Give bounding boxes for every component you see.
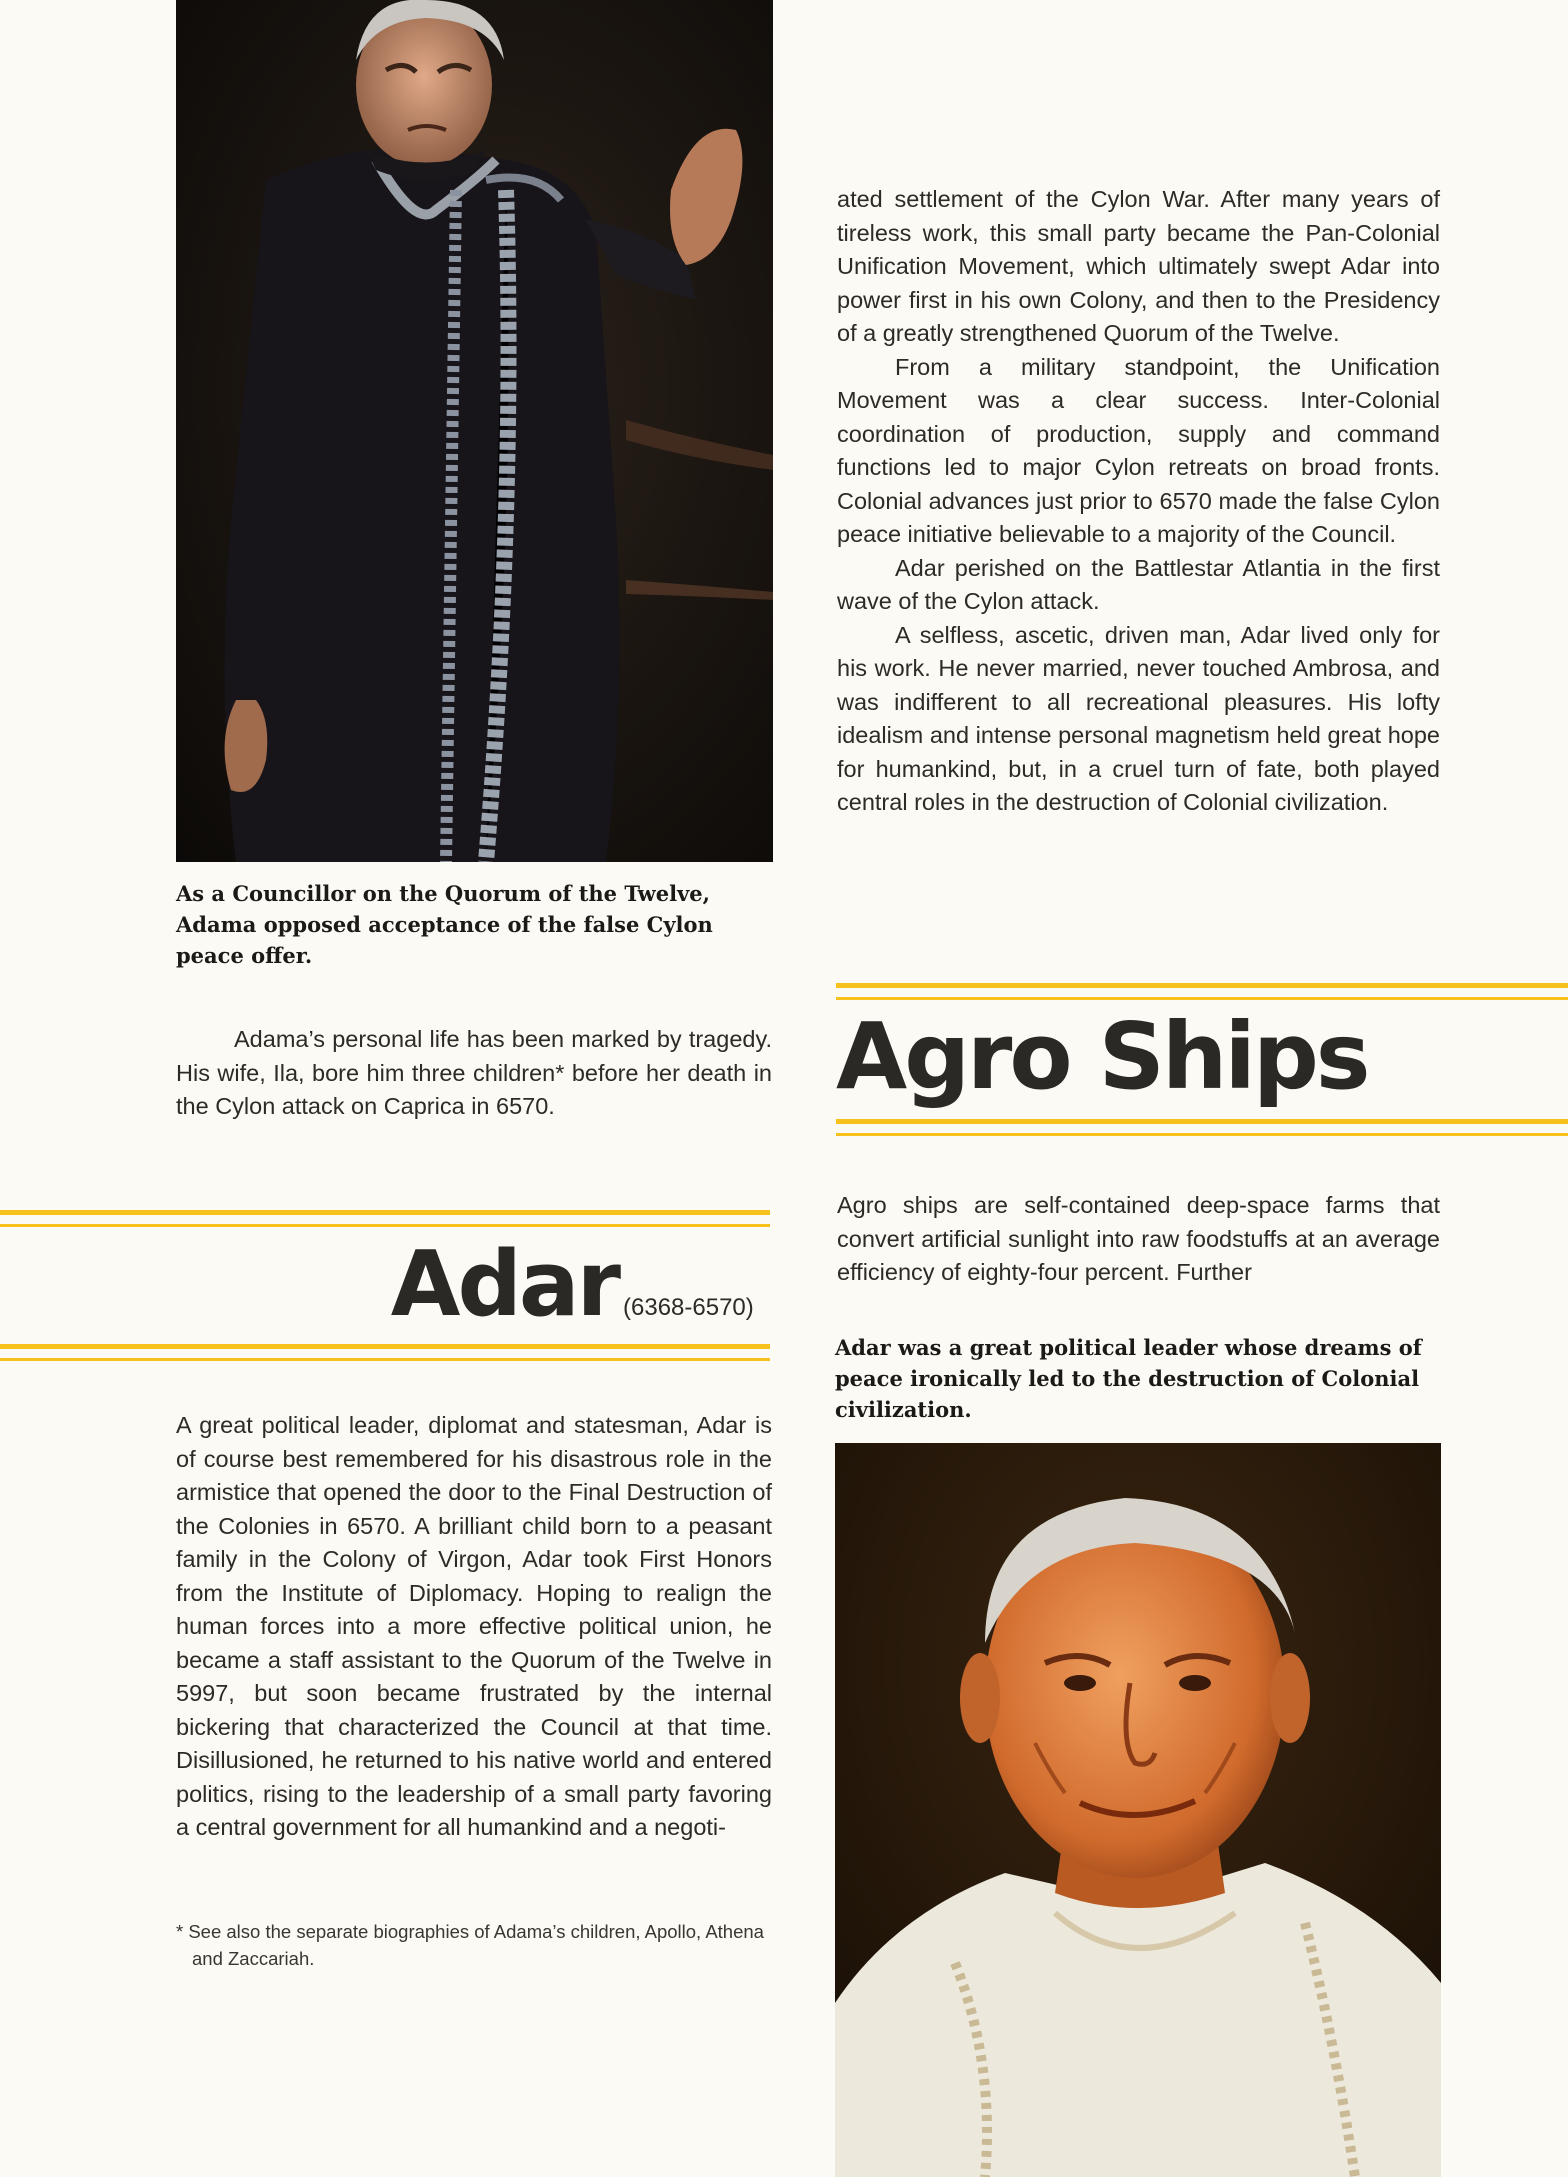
adar-heading-stripe-top-1 <box>0 1210 770 1215</box>
adar-continued-paragraph-4: A selfless, ascetic, driven man, Adar lived only for his work. He never married, never touched Ambrosa, and was indifferent to all recreational pleasures. His lofty idealism and intense personal magnetism held great hope for humankind, but, in a cruel turn of fate, both played central roles in the destruction of Colonial civilization. <box>837 621 1440 815</box>
adar-continued-paragraph-1: ated settlement of the Cylon War. After many years of tireless work, this small party became the Pan-Colonial Unification Movement, which ultimately swept Adar into power first in his own Colony, and then to the Presidency of a greatly strengthened Quorum of the Twelve. <box>837 186 1440 346</box>
adama-photo <box>176 0 773 862</box>
adar-continued-paragraph-3: Adar perished on the Battlestar Atlantia in the first wave of the Cylon attack. <box>837 554 1440 614</box>
adar-heading-stripe-bottom-2 <box>0 1358 770 1361</box>
agro-heading-stripe-top-2 <box>836 997 1568 1000</box>
adar-body-continued <box>837 183 1440 820</box>
adar-continued-paragraph-2: From a military standpoint, the Unification Movement was a clear success. Inter-Colonial coordination of production, supply and command functions led to major Cylon retreats on broad fronts. Colonial advances just prior to 6570 made the false Cylon peace initiative believable to a majority of the Council. <box>837 353 1440 547</box>
adama-personal-life-paragraph: Adama’s personal life has been marked by tragedy. His wife, Ila, bore him three children* before her death in the Cylon attack on Caprica in 6570. <box>176 1026 772 1119</box>
agro-heading-stripe-bottom-1 <box>836 1119 1568 1124</box>
adar-photo <box>835 1443 1441 2177</box>
agro-ships-body <box>837 1189 1440 1290</box>
adar-heading-stripe-bottom-1 <box>0 1344 770 1349</box>
agro-heading-stripe-bottom-2 <box>836 1133 1568 1136</box>
adama-photo-caption: As a Councillor on the Quorum of the Twelve, Adama opposed acceptance of the false Cylon peace offer. <box>176 881 713 968</box>
adar-heading: Adar <box>390 1232 618 1337</box>
agro-ships-heading: Agro Ships <box>836 1003 1368 1110</box>
adar-body-paragraph: A great political leader, diplomat and statesman, Adar is of course best remembered for his disastrous role in the armistice that opened the door to the Final Destruction of the Colonies in 6570. A brilliant child born to a peasant family in the Colony of Virgon, Adar took First Honors from the Institute of Diplomacy. Hoping to realign the human forces into a more effective political union, he became a staff assistant to the Quorum of the Twelve in 5997, but soon became frustrated by the internal bickering that characterized the Council at that time. Disillusioned, he returned to his native world and entered politics, rising to the leadership of a small party favoring a central government for all humankind and a negoti- <box>176 1412 772 1840</box>
adar-dates: (6368-6570) <box>623 1294 754 1321</box>
adar-heading-stripe-top-2 <box>0 1224 770 1227</box>
adar-photo-caption: Adar was a great political leader whose dreams of peace ironically led to the destruction of Colonial civilization. <box>835 1335 1422 1422</box>
agro-ships-paragraph: Agro ships are self-contained deep-space farms that convert artificial sunlight into raw foodstuffs at an average efficiency of eighty-four percent. Further <box>837 1192 1440 1285</box>
adar-photo-image <box>835 1443 1441 2177</box>
agro-heading-stripe-top-1 <box>836 983 1568 988</box>
adama-photo-image <box>176 0 773 862</box>
adar-body <box>176 1409 772 1845</box>
footnote: * See also the separate biographies of Adama’s children, Apollo, Athena and Zaccariah. <box>176 1921 764 1969</box>
adama-personal-life <box>176 1023 772 1124</box>
